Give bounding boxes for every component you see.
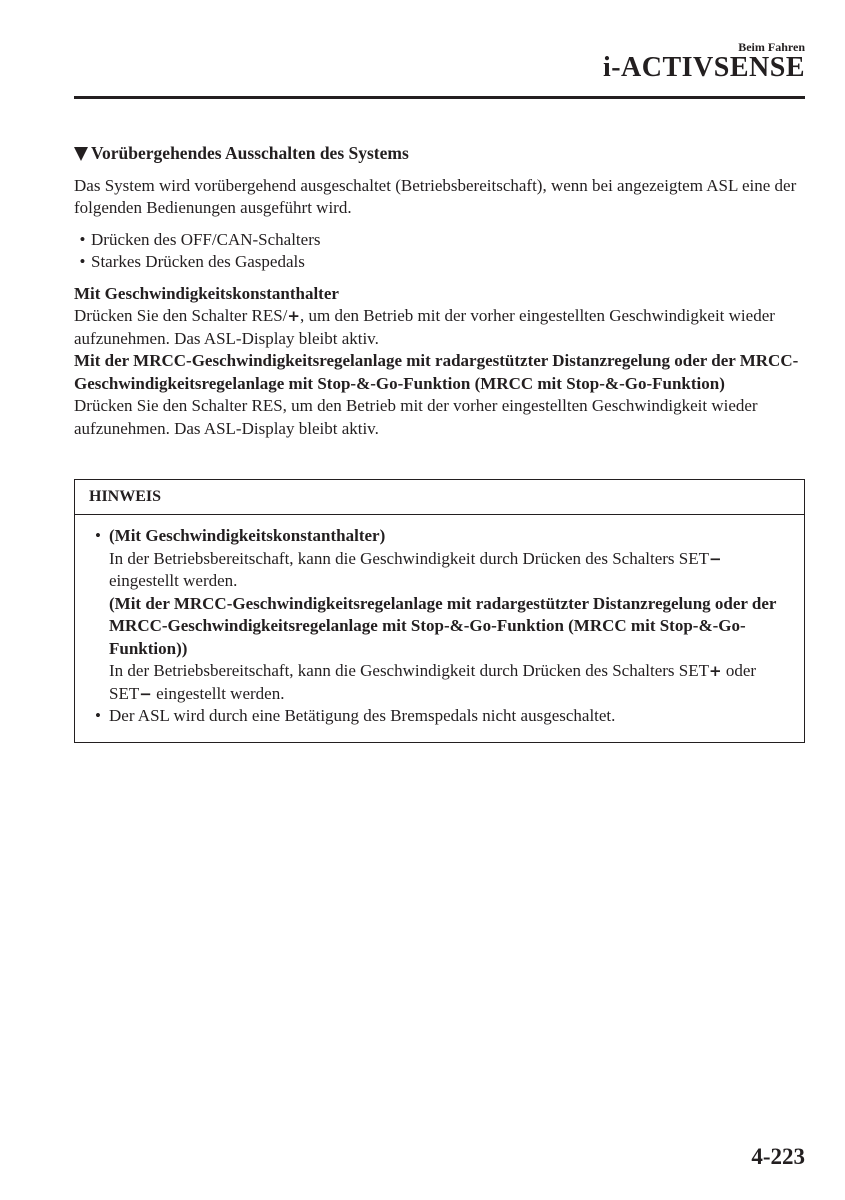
- note-title: HINWEIS: [75, 480, 804, 515]
- note-box: [74, 479, 805, 743]
- text-segment: eingestellt werden.: [109, 571, 238, 590]
- minus-icon: −: [139, 684, 152, 703]
- text-segment: In der Betriebsbereitschaft, kann die Geschwindigkeit durch Drücken des Schalters SET: [109, 661, 710, 680]
- condition-list: [74, 229, 805, 274]
- bullet-icon: •: [95, 706, 101, 725]
- header-divider: [74, 96, 805, 99]
- minus-icon: −: [709, 549, 722, 568]
- list-item-text: Drücken des OFF/CAN-Schalters: [91, 229, 321, 249]
- text-segment: In der Betriebsbereitschaft, kann die Geschwindigkeit durch Drücken des Schalters SET: [109, 548, 710, 568]
- note-item-text: Der ASL wird durch eine Betätigung des Bremspedals nicht ausgeschaltet.: [109, 706, 616, 725]
- plus-icon: +: [287, 307, 300, 325]
- list-item-text: Starkes Drücken des Gaspedals: [91, 252, 305, 271]
- bullet-icon: •: [95, 526, 101, 545]
- subsection-text-cruise: [74, 305, 805, 350]
- note-item: [87, 705, 790, 728]
- text-segment: oder SET: [109, 661, 757, 703]
- note-item: [87, 525, 790, 705]
- note-text-mrcc: [109, 660, 790, 705]
- subsection-heading-cruise: Mit Geschwindigkeitskonstanthalter: [74, 283, 339, 303]
- section-heading: [74, 142, 805, 165]
- main-content: [74, 142, 805, 440]
- plus-icon: +: [709, 662, 722, 680]
- subsection-text-mrcc: Drücken Sie den Schalter RES, um den Betrieb mit der vorher eingestellten Geschwindigkeit wieder aufzunehmen. Das ASL-Display bleibt aktiv.: [74, 396, 758, 438]
- section-heading-text: Vorübergehendes Ausschalten des Systems: [91, 143, 409, 163]
- list-item: [74, 229, 805, 252]
- bullet-icon: •: [79, 229, 86, 249]
- note-text-cruise: [109, 548, 790, 593]
- list-item: [74, 251, 805, 274]
- page-number: 4-223: [751, 1144, 805, 1169]
- bullet-icon: •: [79, 252, 86, 271]
- running-header-chapter: i-ACTIVSENSE: [602, 52, 805, 83]
- text-segment: eingestellt werden.: [151, 683, 285, 703]
- note-item-text: [109, 525, 790, 705]
- running-header-section: Beim Fahren: [738, 40, 805, 54]
- subsection-heading-mrcc: Mit der MRCC-Geschwindigkeitsregelanlage mit radargestützter Distanzregelung oder der MRCC-Geschwindigkeitsregelanlage mit Stop-&-Go-Funktion (MRCC mit Stop-&-Go-Funktion): [74, 351, 799, 393]
- note-heading-mrcc: (Mit der MRCC-Geschwindigkeitsregelanlage mit radargestützter Distanzregelung oder der MRCC-Geschwindigkeitsregelanlage mit Stop-&-Go-Funktion (MRCC mit Stop-&-Go-Funktion)): [109, 593, 777, 658]
- note-heading-cruise: (Mit Geschwindigkeitskonstanthalter): [109, 526, 386, 545]
- note-body: [75, 515, 804, 728]
- intro-paragraph: Das System wird vorübergehend ausgeschaltet (Betriebsbereitschaft), wenn bei angezeigtem ASL eine der folgenden Bedienungen ausgeführt wird.: [74, 175, 797, 217]
- triangle-down-icon: [74, 147, 88, 161]
- text-segment: Drücken Sie den Schalter RES/: [74, 306, 288, 325]
- text-segment: , um den Betrieb mit der vorher eingestellten Geschwindigkeit wieder aufzunehmen. Das ASL-Display bleibt aktiv.: [74, 306, 775, 348]
